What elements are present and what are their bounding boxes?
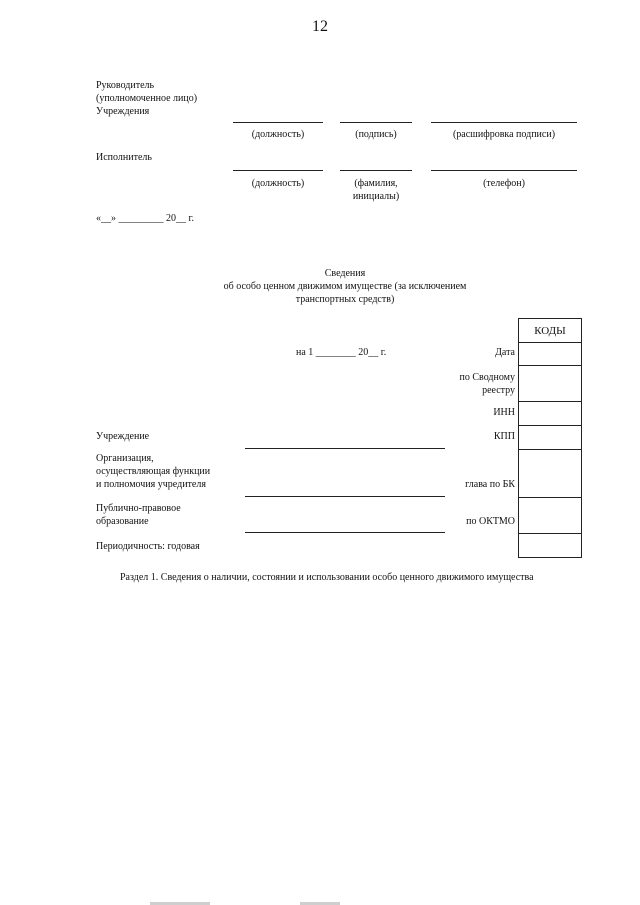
label-inn: ИНН [493, 407, 515, 418]
head-position-caption: (должность) [251, 129, 305, 140]
municipality-line [245, 532, 445, 533]
executor-phone-caption: (телефон) [483, 178, 525, 189]
executor-label: Исполнитель [96, 152, 152, 163]
title-line2: об особо ценном движимом имуществе (за исключением [223, 281, 467, 292]
section1-title: Раздел 1. Сведения о наличии, состоянии и использовании особо ценного движимого имущества [120, 572, 534, 583]
founder-label-line2: осуществляющая функции [96, 466, 211, 477]
page-number: 12 [312, 18, 328, 35]
head-label-line1: Руководитель [96, 80, 155, 91]
head-signature-line [340, 122, 412, 123]
founder-line [245, 496, 445, 497]
head-label-line2: (уполномоченное лицо) [96, 93, 198, 104]
executor-name-caption-line1: (фамилия, [354, 178, 398, 189]
head-name-caption: (расшифровка подписи) [452, 129, 556, 140]
code-cell-date [519, 343, 581, 366]
head-name-line [431, 122, 577, 123]
head-position-line [233, 122, 323, 123]
code-cell-kpp [519, 426, 581, 450]
code-cell-oktmo [519, 498, 581, 534]
executor-name-line [340, 170, 412, 171]
title-line1: Сведения [324, 268, 366, 279]
signature-date: «__» _________ 20__ г. [96, 213, 194, 224]
label-date: Дата [495, 347, 515, 358]
executor-phone-line [431, 170, 577, 171]
code-cell-inn [519, 402, 581, 426]
executor-name-caption-line2: инициалы) [352, 191, 400, 202]
code-cell-registry [519, 366, 581, 402]
executor-position-line [233, 170, 323, 171]
as-of-date: на 1 ________ 20__ г. [296, 347, 387, 358]
code-cell-periodicity [519, 534, 581, 558]
institution-label: Учреждение [96, 431, 150, 442]
institution-line [245, 448, 445, 449]
code-cell-bk [519, 450, 581, 498]
municipality-label-line2: образование [96, 516, 149, 527]
head-signature-caption: (подпись) [355, 129, 397, 140]
label-oktmo: по ОКТМО [466, 516, 515, 527]
title-line3: транспортных средств) [295, 294, 395, 305]
executor-position-caption: (должность) [251, 178, 305, 189]
founder-label-line1: Организация, [96, 453, 154, 464]
codes-table [518, 318, 582, 558]
codes-header: КОДЫ [519, 319, 581, 343]
founder-label-line3: и полномочия учредителя [96, 479, 206, 490]
periodicity-label: Периодичность: годовая [96, 541, 200, 552]
head-label-line3: Учреждения [96, 106, 150, 117]
label-registry-line1: по Сводному [459, 372, 515, 383]
label-kpp: КПП [493, 431, 515, 442]
label-bk: глава по БК [465, 479, 515, 490]
municipality-label-line1: Публично-правовое [96, 503, 181, 514]
label-registry-line2: реестру [482, 385, 515, 396]
